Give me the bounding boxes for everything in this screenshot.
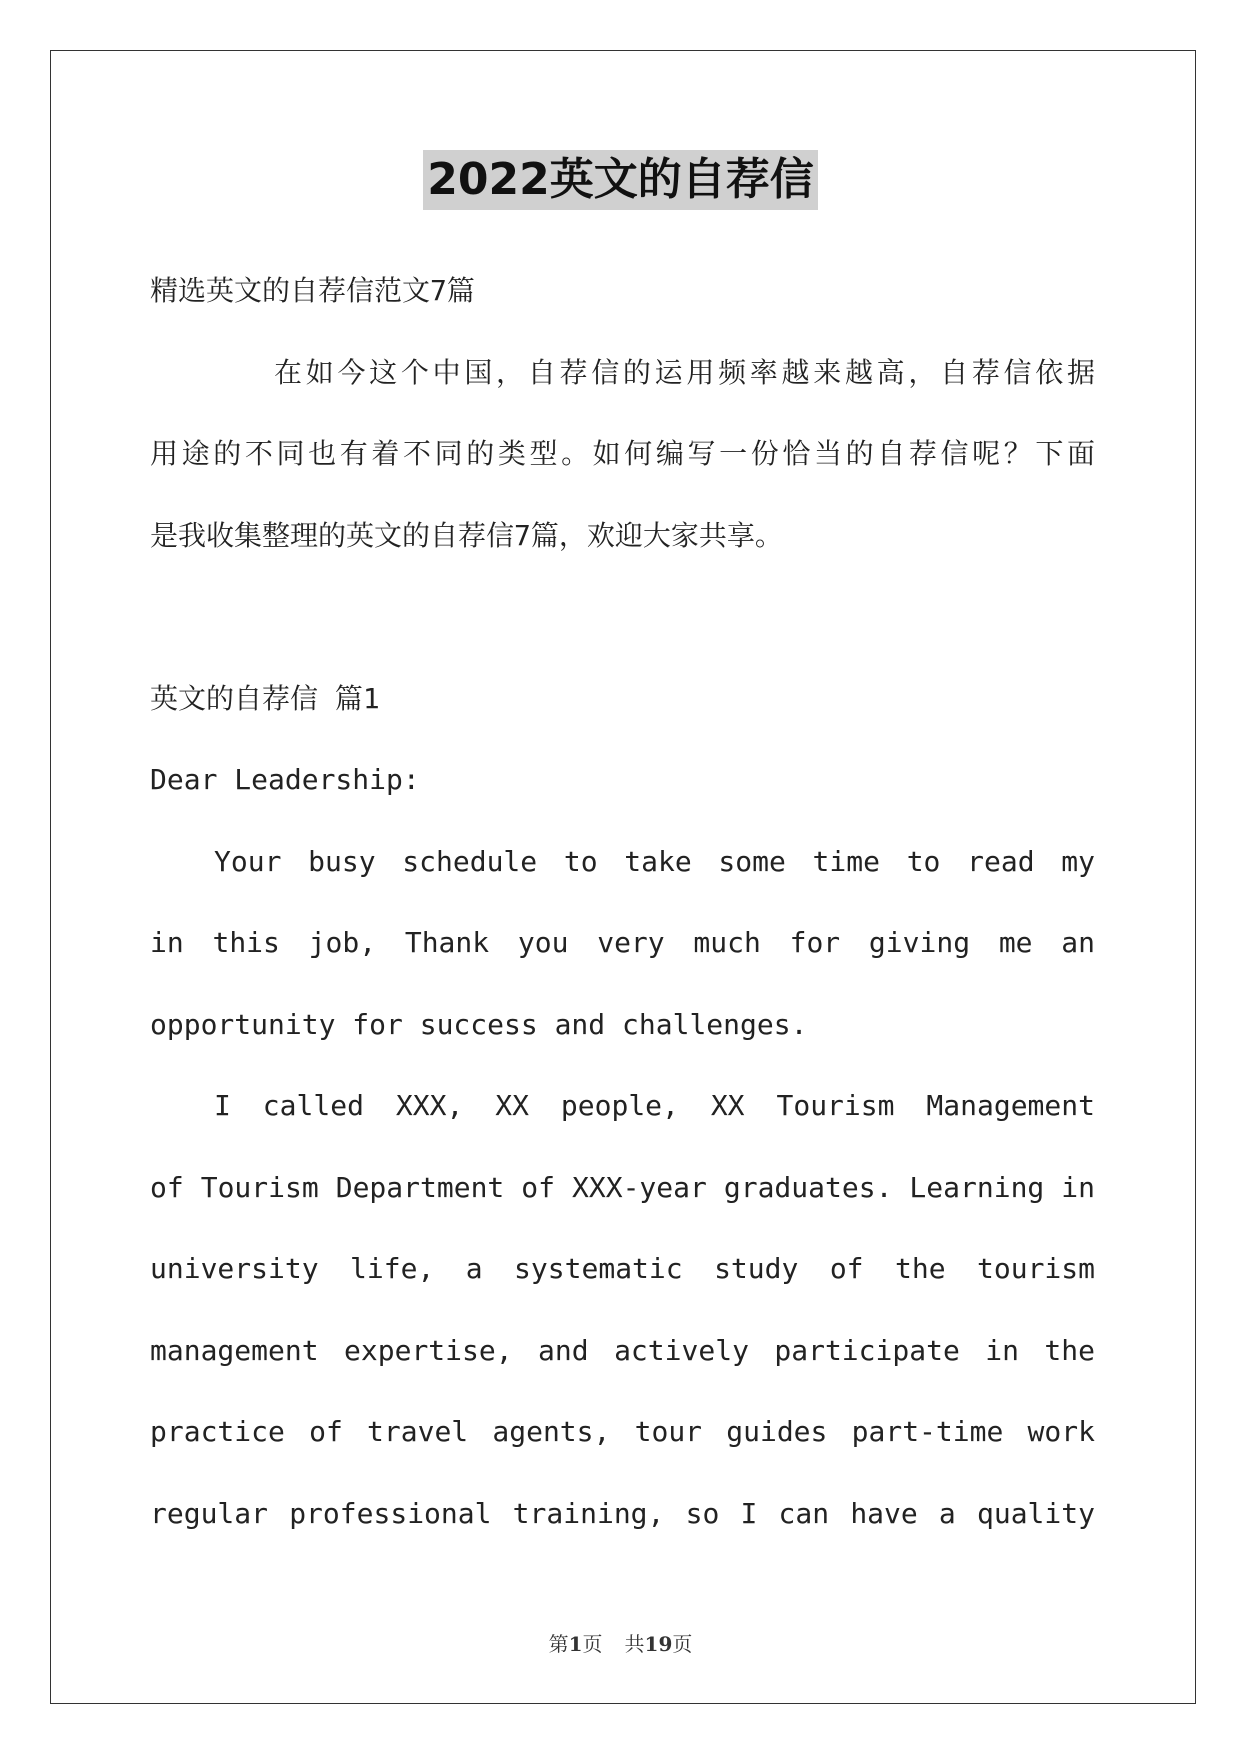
total-pages: 19 <box>644 1632 673 1656</box>
total-suffix: 页 <box>672 1632 693 1656</box>
paragraph-line: management expertise, and actively participate in the <box>150 1333 1095 1367</box>
page-prefix: 第 <box>548 1632 569 1656</box>
paragraph-line: in this job, Thank you very much for giving me an <box>150 926 1095 959</box>
salutation: Dear Leadership: <box>150 763 420 796</box>
intro-line: 在如今这个中国，自荐信的运用频率越来越高，自荐信依据 <box>274 355 1095 389</box>
page-footer <box>0 1628 1241 1657</box>
document-title: 2022英文的自荐信 <box>423 150 817 210</box>
blank-line <box>150 576 1095 658</box>
page-suffix: 页 <box>582 1632 603 1656</box>
page-number: 1 <box>568 1632 583 1656</box>
document-body <box>150 250 1095 1554</box>
paragraph-line: Your busy schedule to take some time to read my <box>214 844 1095 878</box>
paragraph-line: of Tourism Department of XXX-year graduates. Learning in <box>150 1170 1095 1204</box>
paragraph-line: practice of travel agents, tour guides part-time work <box>150 1415 1095 1448</box>
paragraph-line: regular professional training, so I can have a quality <box>150 1496 1095 1530</box>
paragraph-line: university life, a systematic study of the tourism <box>150 1252 1095 1285</box>
paragraph-line: I called XXX, XX people, XX Tourism Management <box>214 1089 1095 1122</box>
section-heading: 英文的自荐信 篇1 <box>150 681 380 715</box>
total-prefix: 共 <box>624 1632 645 1656</box>
intro-line: 是我收集整理的英文的自荐信7篇，欢迎大家共享。 <box>150 518 783 552</box>
title-container <box>0 150 1241 210</box>
subtitle: 精选英文的自荐信范文7篇 <box>150 274 475 307</box>
paragraph-line: opportunity for success and challenges. <box>150 1007 808 1041</box>
intro-line: 用途的不同也有着不同的类型。如何编写一份恰当的自荐信呢？下面 <box>150 437 1095 470</box>
